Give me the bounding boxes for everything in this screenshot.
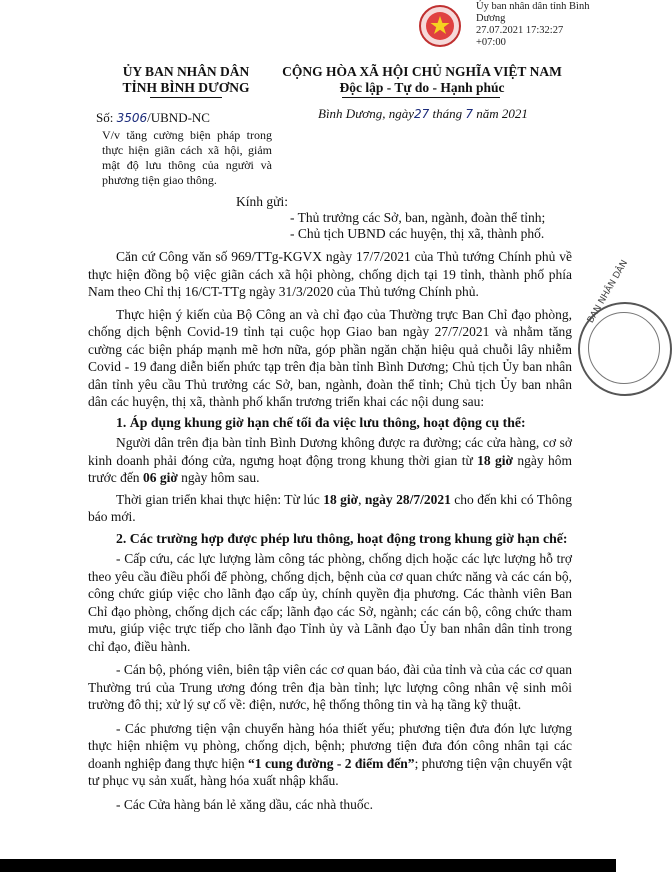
document-subject: V/v tăng cường biện pháp trong thực hiện giãn cách xã hội, giảm mật độ lưu thông của người và phương tiện giao thông. <box>102 128 272 187</box>
recipient-2: - Chủ tịch UBND các huyện, thị xã, thành phố. <box>290 226 545 241</box>
list-item: - Các Cửa hàng bán lẻ xăng dầu, các nhà thuốc. <box>116 796 373 812</box>
section-heading-2: 2. Các trường hợp được phép lưu thông, hoạt động trong khung giờ hạn chế: <box>116 530 568 546</box>
handwritten-number: 3506 <box>116 111 148 125</box>
motto-underline <box>342 97 500 98</box>
org-underline <box>150 97 222 98</box>
national-emblem-seal <box>418 4 462 48</box>
list-item: - Các phương tiện vận chuyển hàng hóa thiết yếu; phương tiện đưa đón lực lượng thực hiện nhiệm vụ phòng, chống dịch, bệnh; phương tiện đưa đón công nhân tại các doanh nghiệp đang thực hiện “1 cung đường - 2 điểm đến”; phương tiện vận chuyển vật tư phục vụ sản xuất, hàng hóa xuất nhập khẩu. <box>88 720 572 788</box>
issuing-organization: ỦY BAN NHÂN DÂN TỈNH BÌNH DƯƠNG <box>122 64 250 95</box>
issue-date: Bình Dương, ngày27 tháng 7 năm 2021 <box>318 106 528 121</box>
paragraph-directive: Thực hiện ý kiến của Bộ Công an và chỉ đạo của Thường trực Ban Chỉ đạo phòng, chống dịch bệnh Covid-19 tỉnh tại cuộc họp Giao ban ngày 27/7/2021 và nhằm tăng cường các biện pháp mạnh mẽ hơn nữa, góp phần ngăn chặn hiệu quả chuỗi lây nhiễm Covid - 19 đang diễn biến phức tạp trên địa bàn tỉnh Bình Dương; Chủ tịch Ủy ban nhân dân tỉnh yêu cầu Thủ trưởng các Sở, ban, ngành, đoàn thể tỉnh; Chủ tịch Ủy ban nhân dân các huyện, thị xã, thành phố khẩn trương triển khai các nội dung sau: <box>88 306 572 409</box>
recipients-label: Kính gửi: <box>236 194 288 209</box>
list-item: - Cán bộ, phóng viên, biên tập viên các cơ quan báo, đài của tỉnh và của các cơ quan Thường trú của Trung ương đóng trên địa bàn tỉnh; lực lượng công nhân vệ sinh môi trường đô thị; xử lý sự cố về: điện, nước, hệ thống thông tin và hạ tầng kỹ thuật. <box>88 662 572 712</box>
scan-bottom-edge <box>0 859 616 872</box>
section-heading-1: 1. Áp dụng khung giờ hạn chế tối đa việc lưu thông, hoạt động cụ thể: <box>116 414 526 430</box>
recipient-1: - Thủ trưởng các Sở, ban, ngành, đoàn thể tỉnh; <box>290 210 546 225</box>
official-stamp-text: BAN NHÂN DÂN <box>586 258 631 325</box>
national-title: CỘNG HÒA XÃ HỘI CHỦ NGHĨA VIỆT NAM Độc lập - Tự do - Hạnh phúc <box>282 64 562 95</box>
paragraph-basis: Căn cứ Công văn số 969/TTg-KGVX ngày 17/7/2021 của Thủ tướng Chính phủ về thực hiện đồng bộ việc giãn cách xã hội phòng, chống dịch tại 19 tỉnh, thành phố phía Nam theo Chỉ thị 16/CT-TTg ngày 31/3/2020 của Thủ tướng Chính phủ. <box>88 249 572 299</box>
document-body <box>88 248 572 813</box>
digital-signature-stamp: Ủy ban nhân dân tỉnh Bình Dương 27.07.2021 17:32:27 +07:00 <box>476 1 590 48</box>
paragraph-curfew: Người dân trên địa bàn tỉnh Bình Dương không được ra đường; các cửa hàng, cơ sở kinh doanh phải đóng cửa, ngưng hoạt động trong khung thời gian từ 18 giờ ngày hôm trước đến 06 giờ ngày hôm sau. <box>88 435 572 485</box>
list-item: - Cấp cứu, các lực lượng làm công tác phòng, chống dịch hoặc các lực lượng hỗ trợ theo yêu cầu điều phối để phòng, chống dịch, bệnh của cơ quan chức năng và các cán bộ, công chức giúp việc cho lãnh đạo cấp ủy, chính quyền địa phương. Các thành viên Ban Chỉ đạo phòng, chống dịch các cấp; lãnh đạo các Sở, ngành; các cán bộ, công chức tham mưu, giúp việc trực tiếp cho lãnh đạo Tỉnh ủy và Lãnh đạo Ủy ban nhân dân tỉnh trong chỉ đạo, điều hành. <box>88 551 572 654</box>
official-stamp-inner-ring <box>588 312 660 384</box>
document-number: Số: 3506/UBND-NC <box>96 110 210 125</box>
paragraph-effective-time: Thời gian triển khai thực hiện: Từ lúc 18 giờ, ngày 28/7/2021 cho đến khi có Thông báo mới. <box>88 491 573 524</box>
